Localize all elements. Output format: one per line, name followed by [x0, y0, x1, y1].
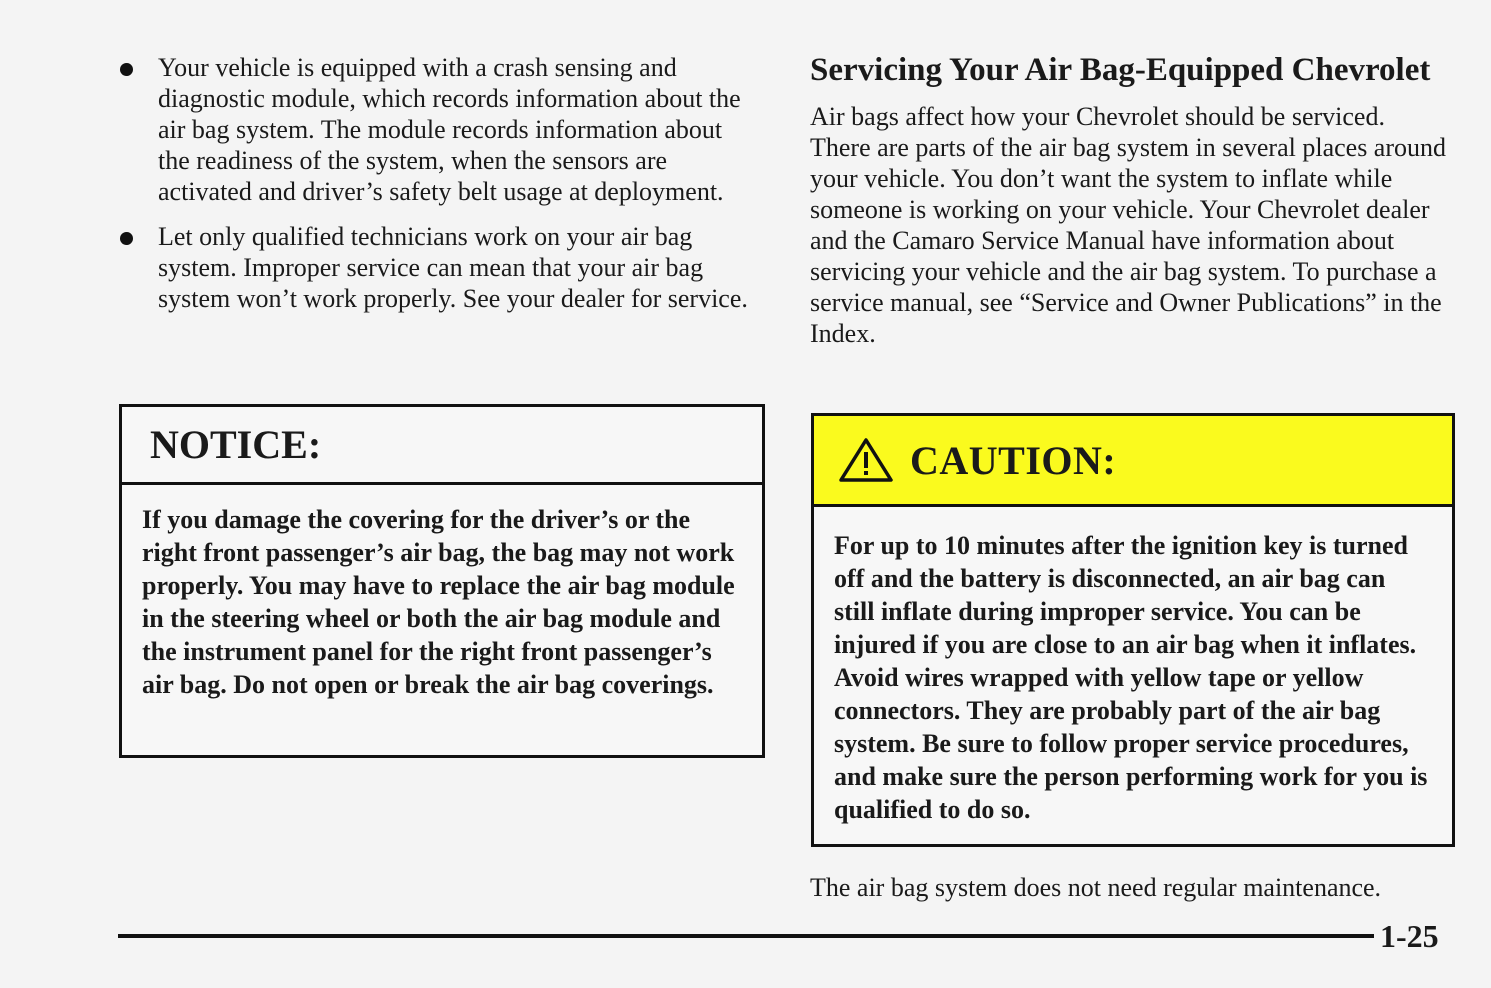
list-item — [118, 221, 758, 314]
caution-body: For up to 10 minutes after the ignition key is turned off and the battery is disconnected, an air bag can still inflate during improper service. You can be injured if you are close to an air bag when it inflates. Avoid wires wrapped with yellow tape or yellow connectors. They are probably part of the air bag system. Be sure to follow proper service procedures, and make sure the person performing work for you is qualified to do so. — [834, 531, 1428, 824]
notice-box — [119, 404, 765, 758]
warning-triangle-icon — [838, 437, 894, 483]
left-column — [118, 52, 758, 328]
bullet-text: Let only qualified technicians work on your air bag system. Improper service can mean that your air bag system won’t work properly. See your dealer for service. — [158, 222, 748, 313]
footer-rule — [118, 934, 1374, 938]
bullet-text: Your vehicle is equipped with a crash sensing and diagnostic module, which records information about the air bag system. The module records information about the readiness of the system, when the sensors are activated and driver’s safety belt usage at deployment. — [158, 53, 741, 206]
caution-header — [814, 416, 1452, 507]
notice-body: If you damage the covering for the driver’s or the right front passenger’s air bag, the bag may not work properly. You may have to replace the air bag module in the steering wheel or both the air bag module and the instrument panel for the right front passenger’s air bag. Do not open or break the air bag coverings. — [142, 505, 735, 699]
bullet-icon — [120, 63, 133, 76]
list-item — [118, 52, 758, 207]
section-heading: Servicing Your Air Bag-Equipped Chevrolet — [810, 52, 1431, 88]
page-number: 1-25 — [1380, 918, 1439, 954]
right-column — [810, 52, 1450, 349]
caution-box — [811, 413, 1455, 847]
maintenance-note: The air bag system does not need regular maintenance. — [810, 873, 1382, 902]
bullet-icon — [120, 232, 133, 245]
bullet-list — [118, 52, 758, 314]
servicing-paragraph: Air bags affect how your Chevrolet should be serviced. There are parts of the air bag system in several places around your vehicle. You don’t want the system to inflate while someone is working on your vehicle. Your Chevrolet dealer and the Camaro Service Manual have information about servicing your vehicle and the air bag system. To purchase a service manual, see “Service and Owner Publications” in the Index. — [810, 102, 1447, 348]
caution-title: CAUTION: — [910, 437, 1117, 483]
notice-title: NOTICE: — [122, 407, 762, 485]
